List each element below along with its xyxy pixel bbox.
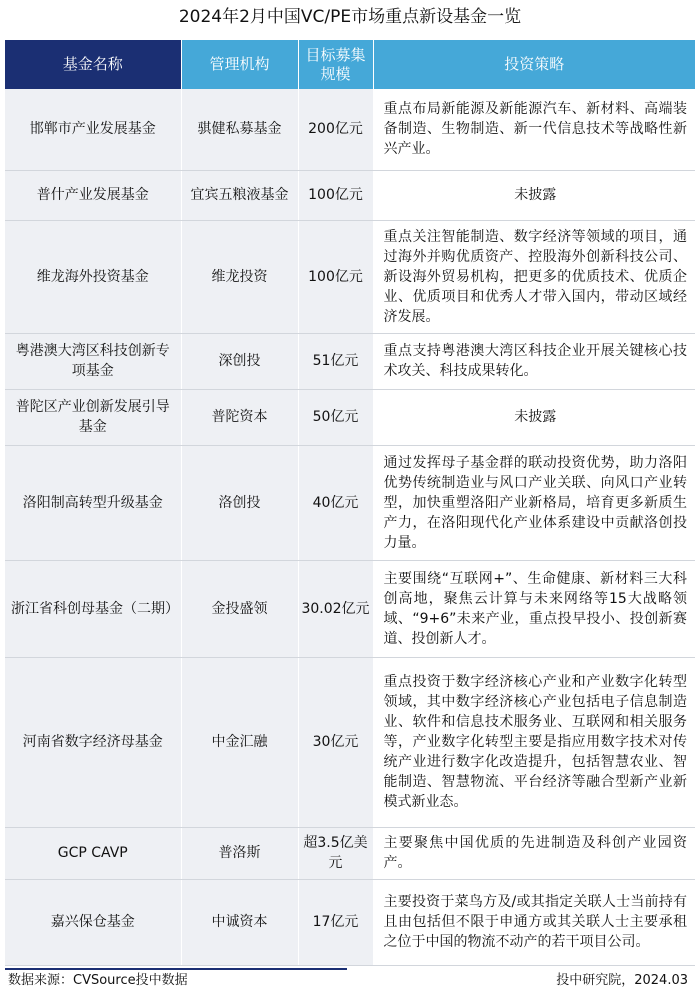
strategy-cell: 重点关注智能制造、数字经济等领域的项目，通过海外并购优质资产、控股海外创新科技公司、新设海外贸易机构，把更多的优质技术、优质企业、优质项目和优秀人才带入国内，带动区域经济发展。 [373, 220, 695, 333]
scale-cell: 50亿元 [298, 389, 373, 445]
strategy-cell: 重点支持粤港澳大湾区科技企业开展关键核心技术攻关、科技成果转化。 [373, 333, 695, 389]
manager-cell: 金投盛领 [181, 560, 298, 657]
manager-cell: 中诚资本 [181, 879, 298, 965]
page-title: 2024年2月中国VC/PE市场重点新设基金一览 [178, 7, 522, 27]
table-row [5, 389, 695, 445]
manager-cell: 普洛斯 [181, 827, 298, 879]
table-row [5, 560, 695, 657]
manager-cell: 中金汇融 [181, 657, 298, 827]
manager-cell: 维龙投资 [181, 220, 298, 333]
strategy-cell: 主要投资于菜鸟方及/或其指定关联人士当前持有且由包括但不限于申通方或其关联人士主要承租之位于中国的物流不动产的若干项目公司。 [373, 879, 695, 965]
footer-credit: 投中研究院，2024.03 [556, 973, 688, 988]
fund-table [5, 40, 695, 966]
fund-name-cell: GCP CAVP [5, 827, 181, 879]
manager-cell: 骐健私募基金 [181, 89, 298, 170]
fund-name-cell: 粤港澳大湾区科技创新专项基金 [5, 333, 181, 389]
scale-cell: 40亿元 [298, 445, 373, 560]
manager-cell: 宜宾五粮液基金 [181, 170, 298, 220]
fund-name-cell: 河南省数字经济母基金 [5, 657, 181, 827]
strategy-cell: 主要围绕“互联网+”、生命健康、新材料三大科创高地，聚焦云计算与未来网络等15大战略领域、“9+6”未来产业，重点投早投小、投创新赛道、投创新人才。 [373, 560, 695, 657]
table-row [5, 333, 695, 389]
strategy-cell: 未披露 [373, 389, 695, 445]
scale-cell: 17亿元 [298, 879, 373, 965]
strategy-cell: 重点布局新能源及新能源汽车、新材料、高端装备制造、生物制造、新一代信息技术等战略性新兴产业。 [373, 89, 695, 170]
table-row [5, 827, 695, 879]
strategy-cell: 重点投资于数字经济核心产业和产业数字化转型领域，其中数字经济核心产业包括电子信息制造业、软件和信息技术服务业、互联网和相关服务等，产业数字化转型主要是指应用数字技术对传统产业进行数字化改造提升，包括智慧农业、智能制造、智慧物流、平台经济等融合型新产业新模式新业态。 [373, 657, 695, 827]
fund-name-cell: 普陀区产业创新发展引导基金 [5, 389, 181, 445]
header-strategy: 投资策略 [373, 40, 695, 89]
fund-name-cell: 浙江省科创母基金（二期） [5, 560, 181, 657]
scale-cell: 200亿元 [298, 89, 373, 170]
fund-name-cell: 洛阳制高转型升级基金 [5, 445, 181, 560]
strategy-cell: 通过发挥母子基金群的联动投资优势，助力洛阳优势传统制造业与风口产业关联、向风口产业转型，加快重塑洛阳产业新格局，培育更多新质生产力，在洛阳现代化产业体系建设中贡献洛创投力量。 [373, 445, 695, 560]
fund-name-cell: 普什产业发展基金 [5, 170, 181, 220]
manager-cell: 普陀资本 [181, 389, 298, 445]
fund-name-cell: 嘉兴保仓基金 [5, 879, 181, 965]
manager-cell: 洛创投 [181, 445, 298, 560]
scale-cell: 51亿元 [298, 333, 373, 389]
strategy-cell: 未披露 [373, 170, 695, 220]
fund-name-cell: 维龙海外投资基金 [5, 220, 181, 333]
scale-cell: 100亿元 [298, 170, 373, 220]
scale-cell: 30.02亿元 [298, 560, 373, 657]
strategy-cell: 主要聚焦中国优质的先进制造及科创产业园资产。 [373, 827, 695, 879]
table-row [5, 220, 695, 333]
header-manager: 管理机构 [181, 40, 298, 89]
scale-cell: 超3.5亿美元 [298, 827, 373, 879]
header-target-scale: 目标募集规模 [298, 40, 373, 89]
scale-cell: 100亿元 [298, 220, 373, 333]
fund-name-cell: 邯郸市产业发展基金 [5, 89, 181, 170]
footer-divider [5, 968, 347, 970]
manager-cell: 深创投 [181, 333, 298, 389]
table-header-row [5, 40, 695, 89]
header-fund-name: 基金名称 [5, 40, 181, 89]
table-row [5, 170, 695, 220]
table-row [5, 445, 695, 560]
footer-source: 数据来源：CVSource投中数据 [8, 973, 188, 988]
table-row [5, 89, 695, 170]
table-row [5, 657, 695, 827]
table-row [5, 879, 695, 965]
scale-cell: 30亿元 [298, 657, 373, 827]
